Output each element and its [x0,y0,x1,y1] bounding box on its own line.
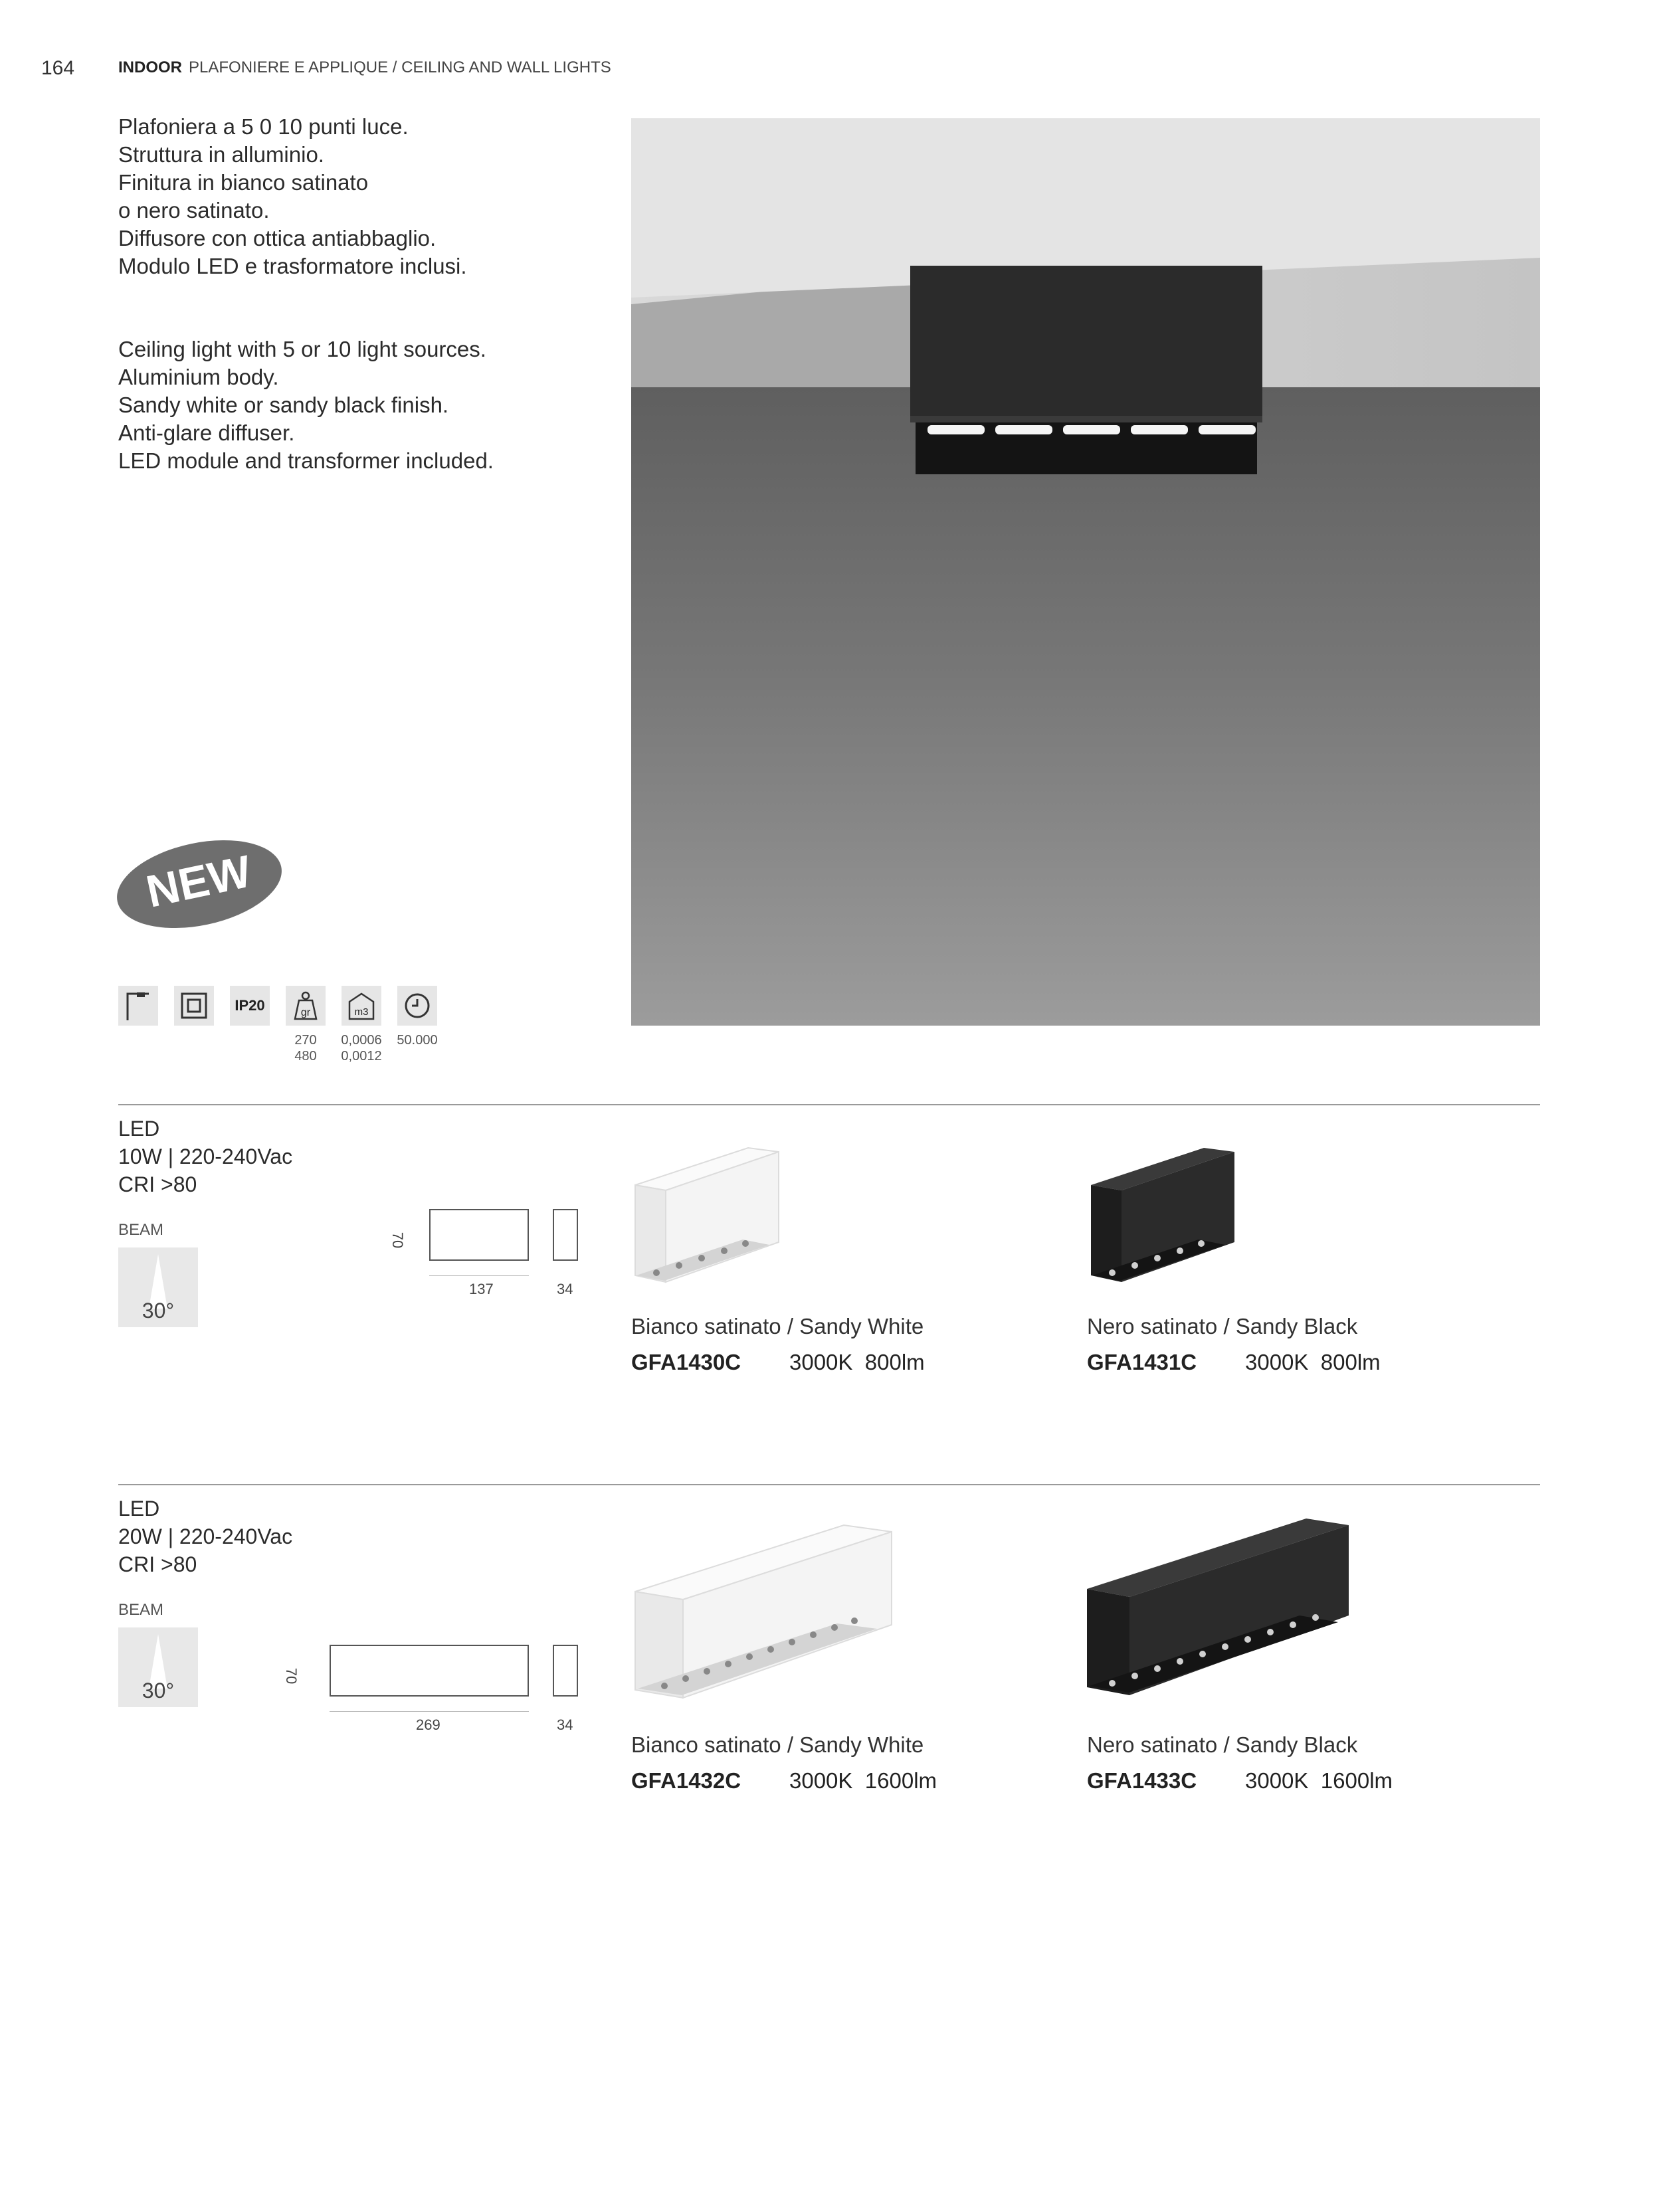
dim-side-view [553,1645,578,1697]
dim-length: 269 [416,1716,440,1733]
spec-line: LED [118,1117,160,1141]
product-spec [118,1115,292,1198]
desc-it-line: Struttura in alluminio. [118,142,324,167]
color-temp: 3000K [789,1768,853,1793]
beam-diagram [118,1627,198,1707]
desc-en-line: Aluminium body. [118,365,279,389]
spec-line: 10W | 220-240Vac [118,1145,293,1168]
hero-product-photo [631,118,1540,1026]
desc-en-line: LED module and transformer included. [118,448,494,473]
product-image-white-5 [631,1143,784,1289]
desc-it-line: Modulo LED e trasformatore inclusi. [118,254,467,278]
dim-side-view [553,1209,578,1261]
dim-line [429,1275,529,1276]
spec-line: 20W | 220-240Vac [118,1524,293,1548]
volume-unit: m3 [354,1006,369,1018]
ip-rating-icon: IP20 [230,986,270,1026]
new-badge [114,838,284,930]
dim-line [330,1711,529,1712]
description-english [118,335,494,475]
beam-label: BEAM [118,1221,164,1239]
lumen: 1600lm [1320,1768,1393,1793]
product-code-line [631,1350,925,1375]
volume-value: 0,0006 [341,1033,382,1048]
beam-label: BEAM [118,1601,164,1619]
beam-angle: 30° [142,1299,175,1323]
product-code-line [1087,1768,1393,1794]
volume-icon [342,986,381,1026]
dim-height: 70 [283,1667,300,1685]
volume-value: 0,0012 [341,1049,382,1063]
description-italian [118,113,467,280]
finish-label: Bianco satinato / Sandy White [631,1314,924,1338]
lumen: 1600lm [864,1768,937,1793]
dim-front-view [330,1645,529,1697]
lumen: 800lm [1320,1350,1381,1374]
product-code: GFA1431C [1087,1350,1197,1374]
dimension-drawing [279,1645,605,1744]
dim-depth: 34 [557,1716,573,1733]
section-divider [118,1484,1540,1485]
desc-en-line: Anti-glare diffuser. [118,420,295,445]
dim-front-view [429,1209,529,1261]
weight-value: 270 [294,1033,317,1048]
product-image-black-5 [1087,1143,1240,1289]
color-temp: 3000K [789,1350,853,1374]
beam-diagram [118,1247,198,1327]
header-section: INDOOR [118,58,182,76]
color-temp: 3000K [1245,1768,1309,1793]
weight-value: 480 [294,1049,317,1063]
desc-en-line: Sandy white or sandy black finish. [118,393,449,417]
header-category: PLAFONIERE E APPLIQUE / CEILING AND WALL LIGHTS [189,58,611,76]
lumen: 800lm [864,1350,925,1374]
desc-it-line: Finitura in bianco satinato [118,170,369,195]
lifetime-icon [397,986,437,1026]
page-header [118,58,611,77]
dim-height: 70 [389,1232,407,1249]
weight-values [286,1032,326,1064]
desc-it-line: Plafoniera a 5 0 10 punti luce. [118,114,409,139]
product-image-black-10 [1083,1516,1349,1702]
spec-line: LED [118,1497,160,1521]
lifetime-value: 50.000 [397,1033,438,1048]
ceiling-mount-icon [118,986,158,1026]
product-code: GFA1430C [631,1350,741,1374]
page-number: 164 [41,57,75,79]
beam-angle: 30° [142,1679,175,1703]
dim-depth: 34 [557,1281,573,1297]
product-spec [118,1495,292,1578]
desc-en-line: Ceiling light with 5 or 10 light sources. [118,337,486,361]
section-divider [118,1104,1540,1105]
desc-it-line: Diffusore con ottica antiabbaglio. [118,226,437,250]
weight-icon [286,986,326,1026]
dim-length: 137 [469,1281,494,1297]
product-image-white-10 [631,1519,897,1705]
finish-label: Bianco satinato / Sandy White [631,1732,924,1757]
class-2-insulation-icon [174,986,214,1026]
finish-label: Nero satinato / Sandy Black [1087,1732,1358,1757]
new-badge-text: NEW [142,846,256,917]
product-code: GFA1432C [631,1768,741,1793]
finish-label: Nero satinato / Sandy Black [1087,1314,1358,1338]
product-code: GFA1433C [1087,1768,1197,1793]
dimension-drawing [385,1209,605,1309]
volume-values [336,1032,387,1064]
product-code-line [631,1768,937,1794]
weight-unit: gr [300,1007,311,1018]
spec-line: CRI >80 [118,1552,197,1576]
desc-it-line: o nero satinato. [118,198,270,223]
spec-line: CRI >80 [118,1172,197,1196]
product-code-line [1087,1350,1381,1375]
color-temp: 3000K [1245,1350,1309,1374]
